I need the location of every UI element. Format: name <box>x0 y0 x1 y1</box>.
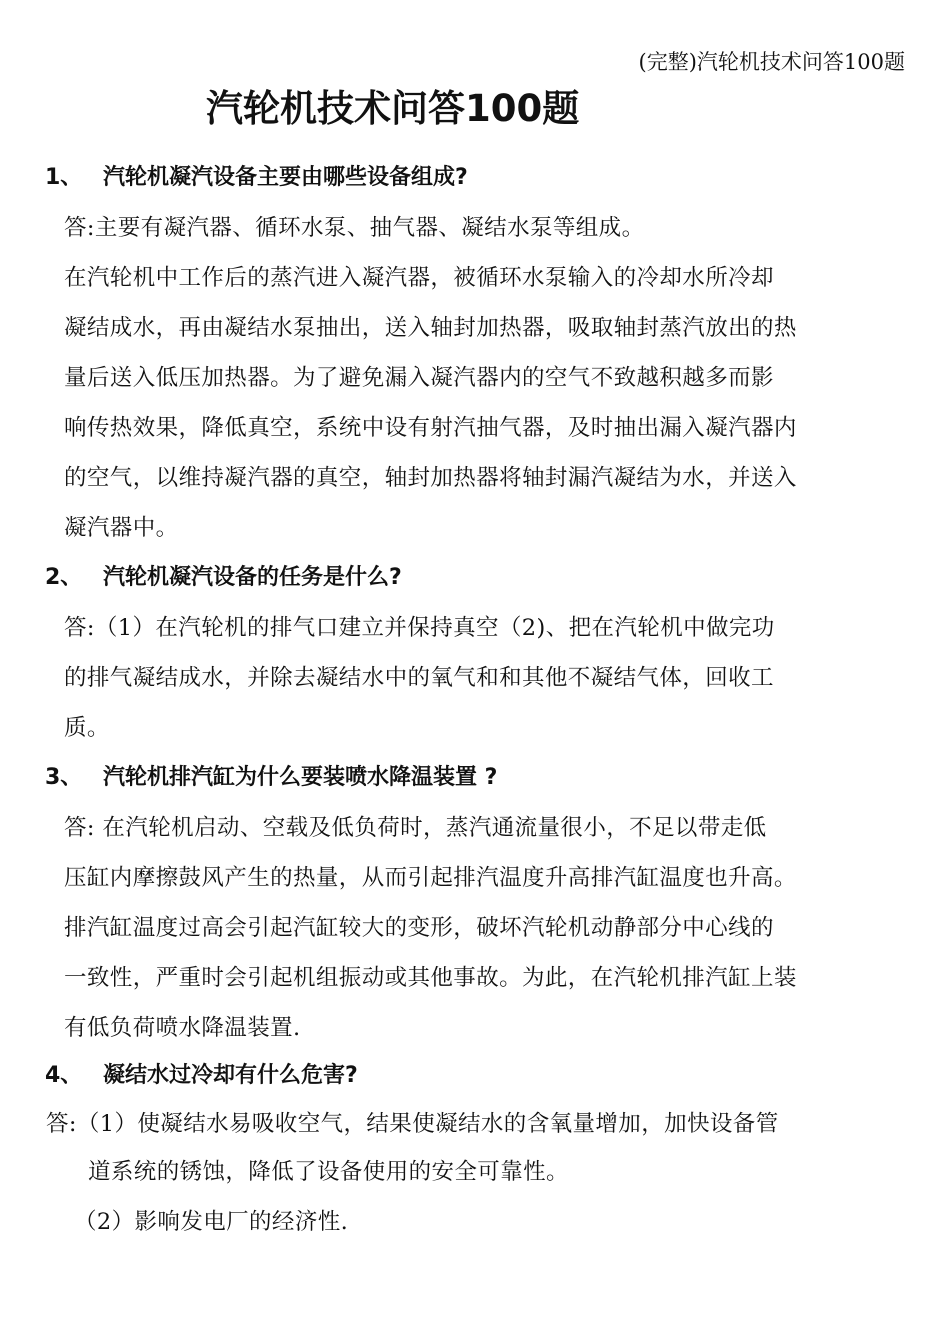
question-number: 3、 <box>45 765 83 790</box>
question-number: 1、 <box>45 165 83 190</box>
question-2 <box>45 560 402 594</box>
answer-line: 的排气凝结成水，并除去凝结水中的氧气和和其他不凝结气体，回收工 <box>64 665 774 691</box>
header-note: (完整)汽轮机技术问答100题 <box>638 50 905 74</box>
answer-line: 凝结成水，再由凝结水泵抽出，送入轴封加热器，吸取轴封蒸汽放出的热 <box>64 315 797 341</box>
question-text: 汽轮机凝汽设备主要由哪些设备组成? <box>103 165 468 190</box>
question-text: 凝结水过冷却有什么危害? <box>103 1063 358 1088</box>
question-1 <box>45 160 468 194</box>
answer-line: 答:（1）在汽轮机的排气口建立并保持真空（2)、把在汽轮机中做完功 <box>64 615 775 641</box>
answer-line: 排汽缸温度过高会引起汽缸较大的变形，破坏汽轮机动静部分中心线的 <box>64 915 774 941</box>
answer-line: （2）影响发电厂的经济性. <box>74 1209 349 1235</box>
answer-line: 量后送入低压加热器。为了避免漏入凝汽器内的空气不致越积越多而影 <box>64 365 774 391</box>
answer-line: 答:（1）使凝结水易吸收空气，结果使凝结水的含氧量增加，加快设备管 <box>46 1111 779 1137</box>
question-number: 4、 <box>45 1063 83 1088</box>
answer-line: 一致性，严重时会引起机组振动或其他事故。为此，在汽轮机排汽缸上装 <box>64 965 797 991</box>
question-text: 汽轮机排汽缸为什么要装喷水降温装置 ? <box>103 765 498 790</box>
answer-line: 在汽轮机中工作后的蒸汽进入凝汽器，被循环水泵输入的冷却水所冷却 <box>64 265 774 291</box>
question-3 <box>45 760 497 794</box>
question-text: 汽轮机凝汽设备的任务是什么? <box>103 565 402 590</box>
answer-line: 压缸内摩擦鼓风产生的热量，从而引起排汽温度升高排汽缸温度也升高。 <box>64 865 797 891</box>
answer-line: 响传热效果，降低真空，系统中设有射汽抽气器，及时抽出漏入凝汽器内 <box>64 415 797 441</box>
question-number: 2、 <box>45 565 83 590</box>
answer-line: 答:主要有凝汽器、循环水泵、抽气器、凝结水泵等组成。 <box>64 215 645 241</box>
answer-line: 质。 <box>64 715 110 741</box>
answer-line: 答: 在汽轮机启动、空载及低负荷时，蒸汽通流量很小，不足以带走低 <box>64 815 767 841</box>
page-title: 汽轮机技术问答100题 <box>206 87 580 130</box>
question-4 <box>45 1058 358 1092</box>
answer-line: 的空气，以维持凝汽器的真空，轴封加热器将轴封漏汽凝结为水，并送入 <box>64 465 797 491</box>
answer-line: 有低负荷喷水降温装置. <box>64 1015 301 1041</box>
answer-line: 凝汽器中。 <box>64 515 179 541</box>
answer-line: 道系统的锈蚀，降低了设备使用的安全可靠性。 <box>88 1159 569 1185</box>
